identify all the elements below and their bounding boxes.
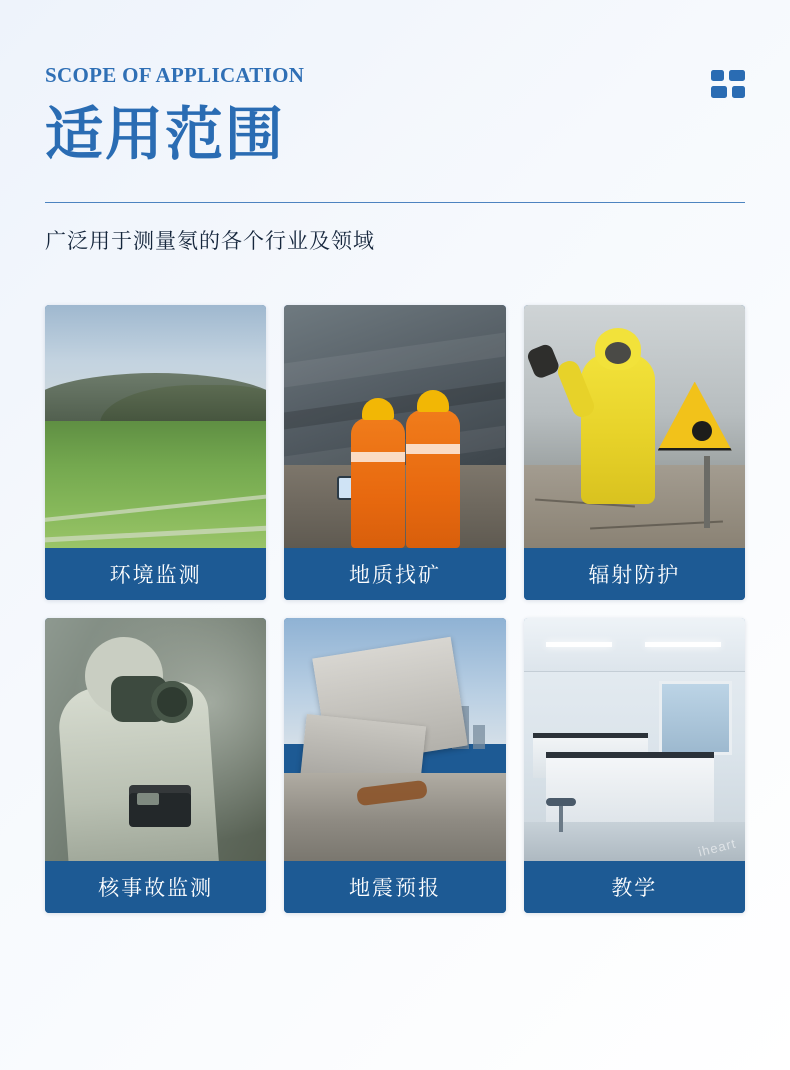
mining-illustration <box>284 305 505 548</box>
grid-icon <box>711 70 745 100</box>
application-card[interactable] <box>284 305 505 600</box>
card-image-nuclear <box>45 618 266 861</box>
page-eyebrow-en: SCOPE OF APPLICATION <box>45 63 305 87</box>
laboratory-illustration <box>524 618 745 861</box>
card-image-earthquake <box>284 618 505 861</box>
card-caption: 核事故监测 <box>45 861 266 913</box>
card-caption: 地质找矿 <box>284 548 505 600</box>
card-image-environment <box>45 305 266 548</box>
collapsed-building-illustration <box>284 618 505 861</box>
application-card[interactable] <box>45 305 266 600</box>
page-title: 适用范围 <box>45 101 286 167</box>
nuclear-monitoring-illustration <box>45 618 266 861</box>
card-caption: 地震预报 <box>284 861 505 913</box>
application-card[interactable] <box>524 618 745 913</box>
grassland-illustration <box>45 305 266 548</box>
header-divider <box>45 202 745 203</box>
page-subtitle: 广泛用于测量氡的各个行业及领域 <box>45 229 375 253</box>
page-header <box>45 0 745 255</box>
card-caption: 辐射防护 <box>524 548 745 600</box>
watermark-text: iheart <box>697 835 739 860</box>
card-image-radiation <box>524 305 745 548</box>
card-caption: 教学 <box>524 861 745 913</box>
application-card[interactable] <box>45 618 266 913</box>
card-image-geology <box>284 305 505 548</box>
application-card[interactable] <box>524 305 745 600</box>
card-image-teaching <box>524 618 745 861</box>
card-caption: 环境监测 <box>45 548 266 600</box>
application-card[interactable] <box>284 618 505 913</box>
radiation-suit-illustration <box>524 305 745 548</box>
application-card-grid <box>45 305 745 913</box>
